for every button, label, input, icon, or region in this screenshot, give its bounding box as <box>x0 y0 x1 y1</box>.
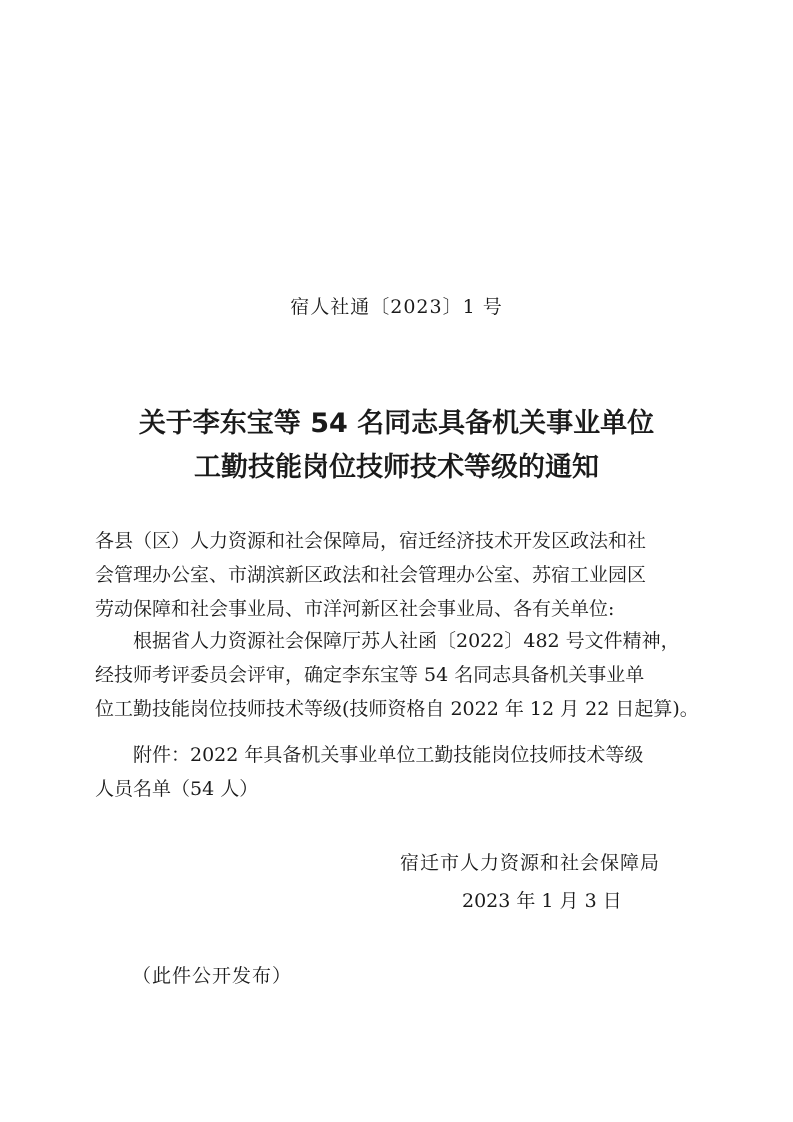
title-line: 工勤技能岗位技师技术等级的通知 <box>194 452 599 483</box>
recipients-line: 会管理办公室、市湖滨新区政法和社会管理办公室、苏宿工业园区 <box>95 564 647 586</box>
title-line: 关于李东宝等 54 名同志具备机关事业单位 <box>138 408 655 439</box>
body-line: 位工勤技能岗位技师技术等级(技师资格自 2022 年 12 月 22 日起算)。 <box>95 698 699 720</box>
body-paragraph <box>95 624 700 726</box>
attachment-line: 人员名单（54 人） <box>95 778 259 800</box>
recipients-line: 劳动保障和社会事业局、市洋河新区社会事业局、各有关单位: <box>95 598 615 620</box>
recipients-line: 各县（区）人力资源和社会保障局，宿迁经济技术开发区政法和社 <box>95 530 647 552</box>
issuer-signature: 宿迁市人力资源和社会保障局 <box>400 852 661 874</box>
issue-date: 2023 年 1 月 3 日 <box>462 890 622 912</box>
document-number: 宿人社通〔2023〕1 号 <box>290 296 503 318</box>
body-line: 经技师考评委员会评审，确定李东宝等 54 名同志具备机关事业单 <box>95 664 645 686</box>
publication-note: （此件公开发布） <box>132 965 293 987</box>
attachment-paragraph <box>95 738 700 806</box>
document-title <box>0 402 793 490</box>
attachment-line: 附件：2022 年具备机关事业单位工勤技能岗位技师技术等级 <box>133 744 644 766</box>
recipients-paragraph <box>95 524 700 626</box>
body-line: 根据省人力资源社会保障厅苏人社函〔2022〕482 号文件精神， <box>133 630 680 652</box>
